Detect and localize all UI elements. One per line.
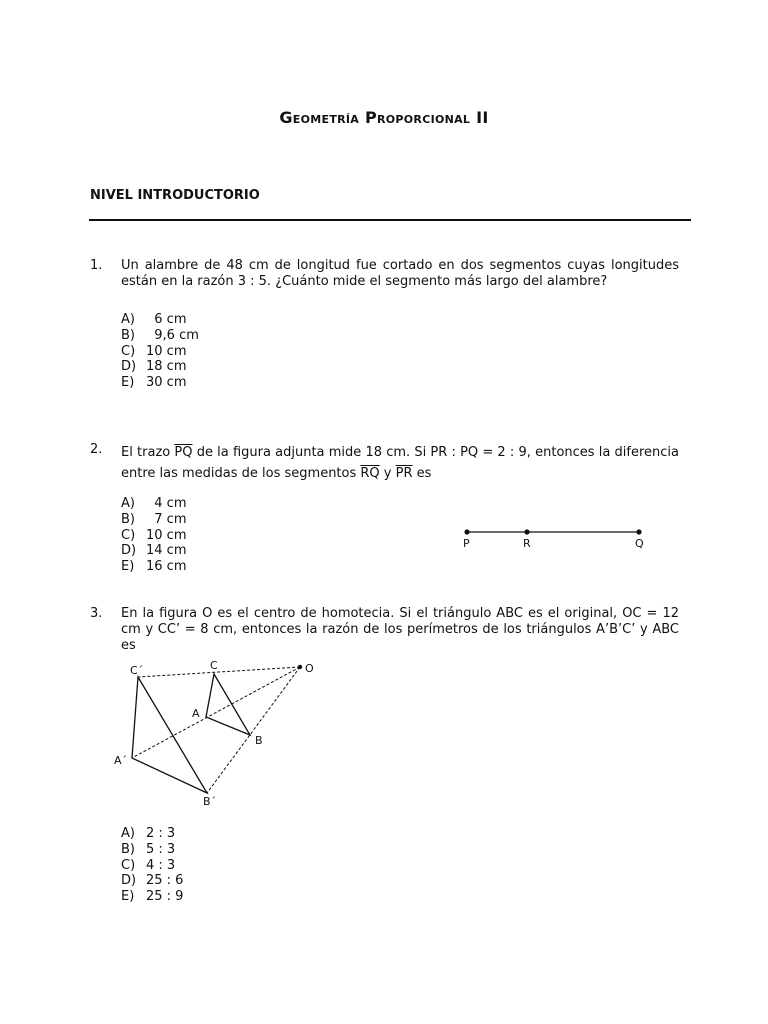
label-a-prime: A´: [114, 754, 128, 767]
segment-rq: $\overline{RQ}$: [360, 466, 380, 481]
ray-o-a2: [132, 667, 300, 758]
q2-options: [121, 496, 187, 575]
q1-text: Un alambre de 48 cm de longitud fue cortado en dos segmentos cuyas longitudes están en la razón 3 : 5. ¿Cuánto mide el segmento más largo del alambre?: [121, 258, 679, 289]
title-suffix: II: [476, 108, 489, 127]
label-b: B: [255, 734, 263, 747]
label-c-prime: C´: [130, 664, 144, 677]
title-main: Geometría Proporcional: [279, 108, 471, 127]
q3-number: 3.: [90, 606, 103, 621]
section-heading: NIVEL INTRODUCTORIO: [90, 188, 260, 203]
point-q: [636, 529, 641, 534]
segment-pr: $\overline{PR}$: [395, 466, 413, 481]
label-c: C: [210, 659, 218, 672]
q3-text: En la figura O es el centro de homotecia. Si el triángulo ABC es el original, OC = 12 cm y CC’ = 8 cm, entonces la razón de los perímetros de los triángulos A’B’C’ y ABC es: [121, 606, 679, 653]
q2-option-c: C) 10 cm: [121, 527, 187, 543]
q2-option-b: B) 7 cm: [121, 511, 187, 527]
q2-option-a: A) 4 cm: [121, 496, 187, 511]
label-q: Q: [635, 537, 644, 550]
point-r: [524, 529, 529, 534]
q2-option-e: E) 16 cm: [121, 559, 187, 574]
q1-number: 1.: [90, 258, 103, 273]
q3-option-d: D) 25 : 6: [121, 873, 184, 889]
label-o: O: [305, 662, 314, 675]
q3-option-e: E) 25 : 9: [121, 889, 184, 904]
section-divider: [89, 219, 691, 221]
q2-option-d: D) 14 cm: [121, 543, 187, 559]
label-b-prime: B´: [203, 795, 217, 808]
q1-option-c: C) 10 cm: [121, 343, 187, 359]
label-p: P: [463, 537, 470, 550]
label-r: R: [523, 537, 531, 550]
triangle-abc: [206, 674, 250, 735]
point-p: [464, 529, 469, 534]
q3-option-b: B) 5 : 3: [121, 841, 176, 857]
segment-pq: $\overline{PQ}$: [174, 445, 193, 460]
q3-option-a: A) 2 : 3: [121, 826, 176, 841]
homothety-figure: [100, 655, 330, 815]
q1-option-a: A) 6 cm: [121, 312, 187, 327]
triangle-a2b2c2: [132, 677, 207, 793]
q1-option-e: E) 30 cm: [121, 375, 187, 390]
ray-o-c2: [138, 667, 300, 677]
q2-number: 2.: [90, 442, 103, 457]
q1-options: [121, 312, 199, 391]
q3-option-c: C) 4 : 3: [121, 857, 176, 873]
q3-options: [121, 826, 183, 905]
label-a: A: [192, 707, 200, 720]
page-title: [0, 108, 768, 127]
point-o: [298, 665, 302, 669]
q1-option-b: B) 9,6 cm: [121, 327, 199, 343]
q2-text: El trazo $\overline{PQ}$ de la figura adjunta mide 18 cm. Si PR : PQ = 2 : 9, entonces la diferencia entre las medidas de los segmentos $\overline{RQ}$ y $\overline{PR}$ es: [121, 445, 679, 481]
segment-figure: [455, 522, 655, 552]
q1-option-d: D) 18 cm: [121, 359, 187, 375]
